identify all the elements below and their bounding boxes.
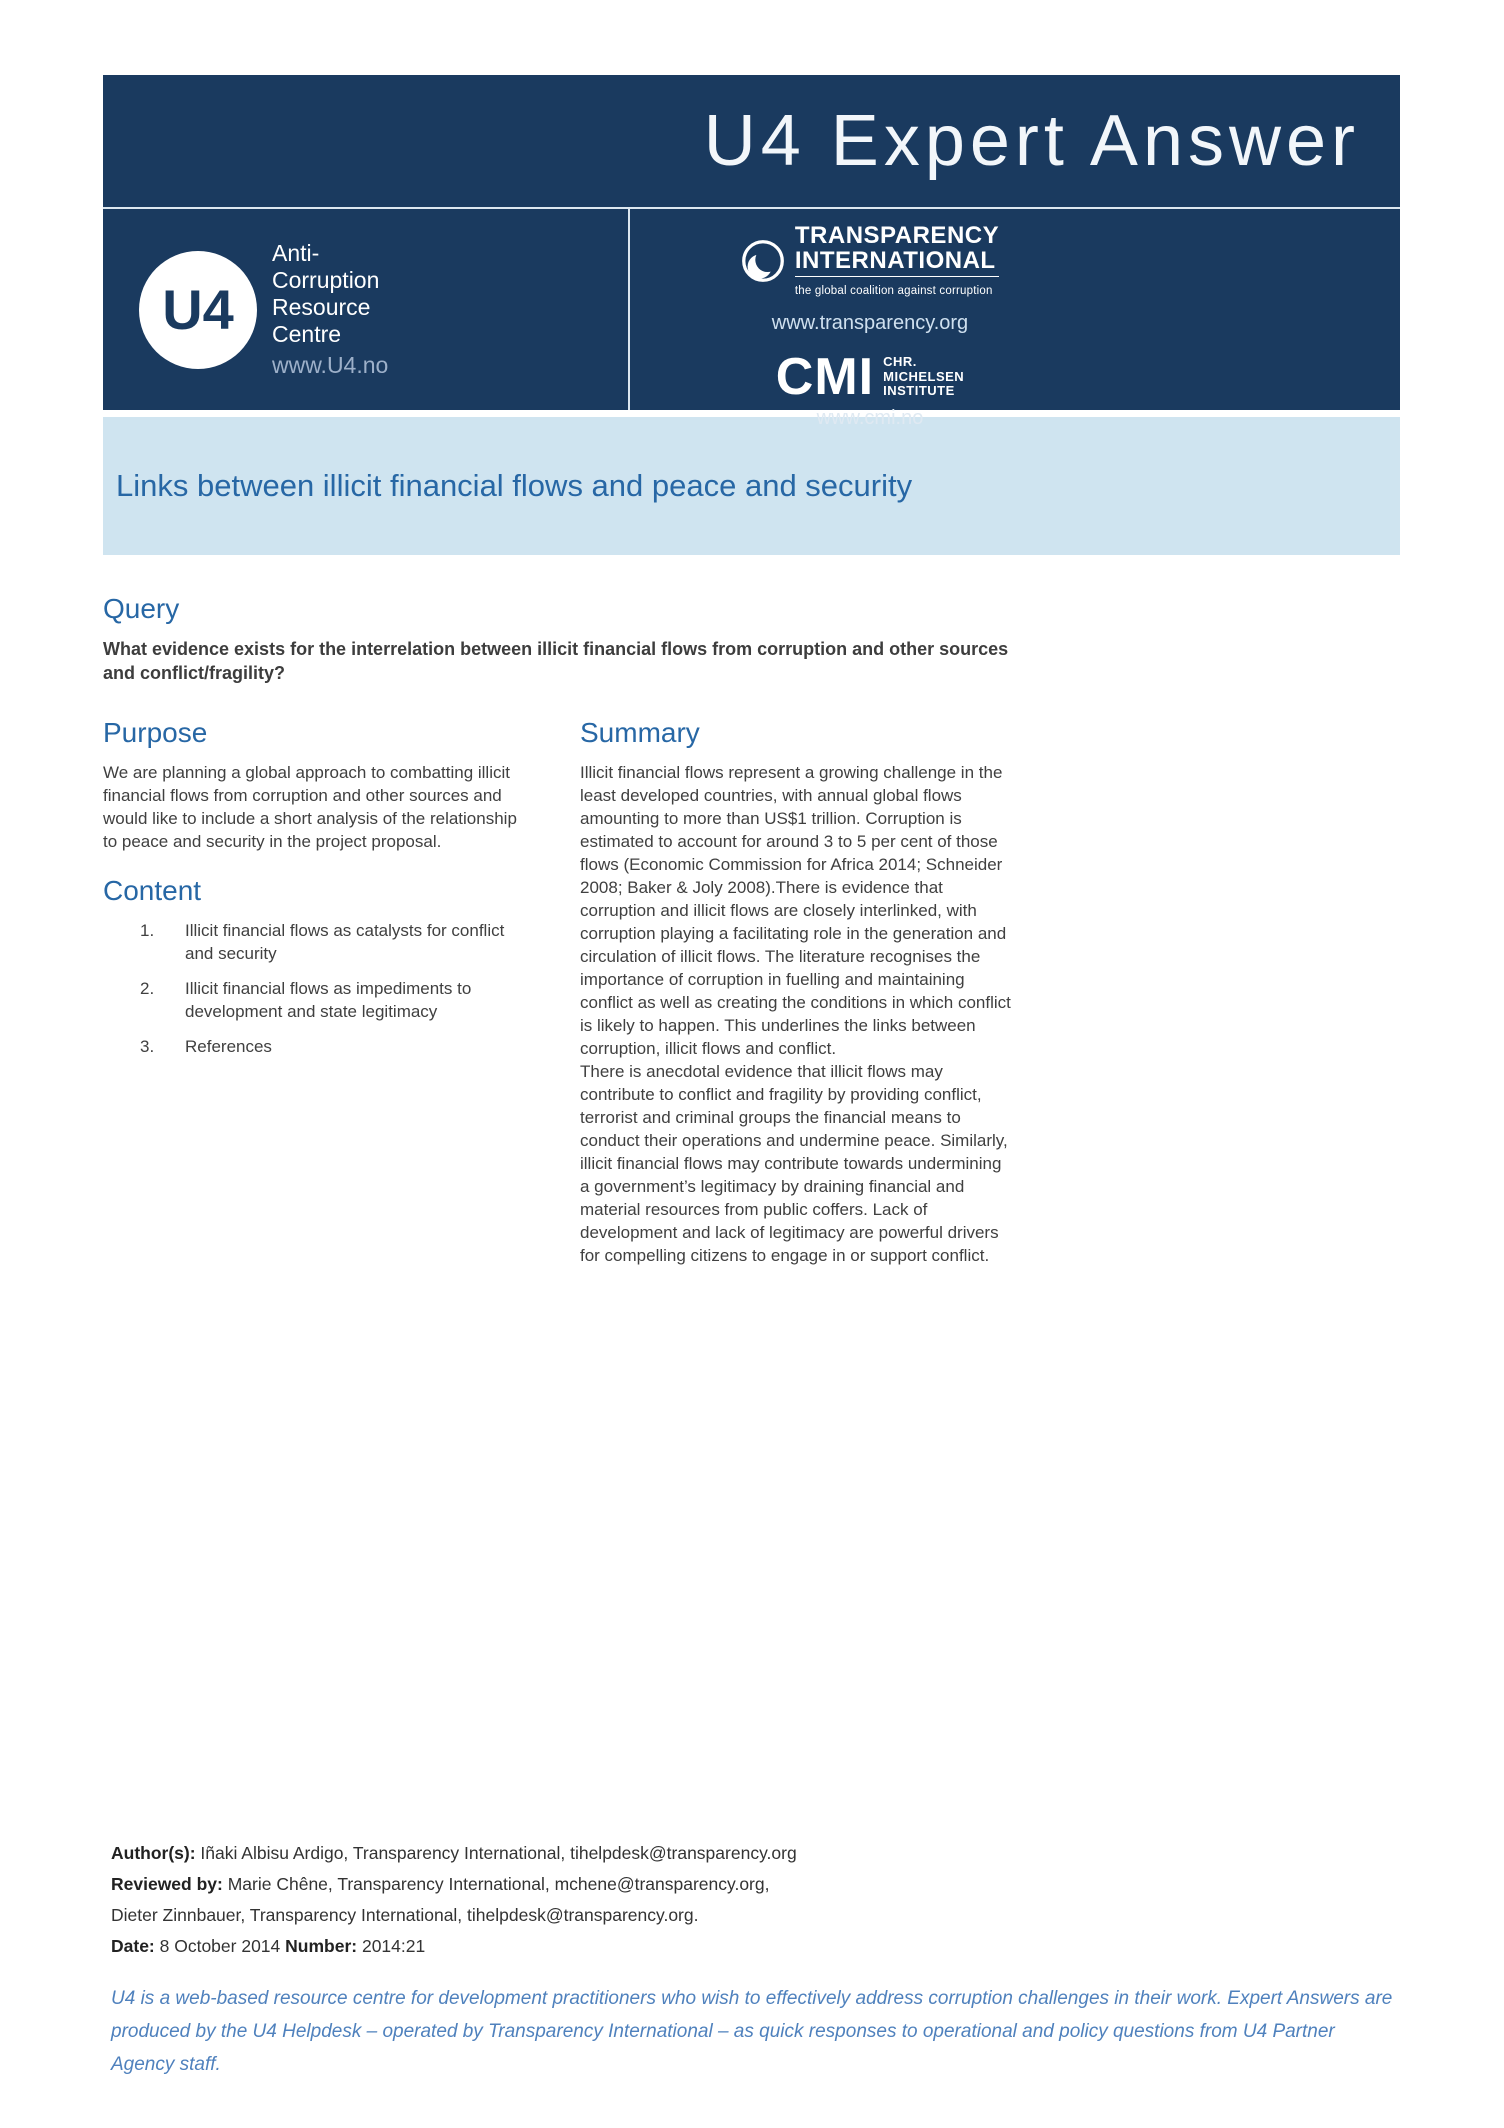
u4-wordmark-line: Resource (272, 294, 371, 320)
query-section (103, 593, 1400, 685)
u4-url: www.U4.no (272, 352, 389, 378)
list-item-text: References (185, 1037, 272, 1056)
authors-label: Author(s): (111, 1843, 196, 1863)
u4-wordmark-line: Anti- (272, 240, 320, 266)
purpose-text: We are planning a global approach to combatting illicit financial flows from corruption and other sources and would like to include a short analysis of the relationship to peace and security in the project proposal. (103, 763, 517, 851)
ti-logo (741, 223, 999, 304)
content-list-item (103, 1035, 518, 1058)
authors-line (111, 1838, 1391, 1869)
list-item-number: 1. (140, 921, 155, 940)
document-page (103, 75, 1400, 2128)
document-title: Links between illicit financial flows and peace and security (116, 468, 913, 503)
date-label: Date: (111, 1936, 155, 1956)
cmi-name-line3: INSTITUTE (883, 383, 955, 399)
u4-wordmark-line: Corruption (272, 267, 380, 293)
footer-note: U4 is a web-based resource centre for development practitioners who wish to effectively address corruption challenges in their work. Expert Answers are produced by the U4 Helpdesk – operated by Transparency International – as quick responses to operational and policy questions from U4 Partner Agency staff. (111, 1988, 1393, 2075)
cmi-logo (775, 348, 965, 406)
title-band (103, 417, 1400, 555)
logo-row (103, 207, 1400, 429)
ti-wordmark-line1: TRANSPARENCY (794, 222, 1000, 249)
cmi-url: www.cmi.no (816, 407, 924, 429)
reviewed-label: Reviewed by: (111, 1874, 223, 1894)
u4-logo-icon (139, 251, 257, 369)
masthead (103, 75, 1400, 429)
ti-url: www.transparency.org (771, 312, 969, 334)
content-list (103, 919, 518, 1058)
u4-wordmark-line: Centre (272, 321, 342, 347)
list-item-text: Illicit financial flows as catalysts for conflict and security (185, 921, 505, 963)
banner (103, 75, 1400, 207)
cmi-name-line1: CHR. (883, 354, 917, 370)
document-body (103, 555, 1400, 1267)
ti-wordmark-line2: INTERNATIONAL (794, 247, 996, 274)
partner-logos (630, 209, 1400, 429)
reviewed-line (111, 1869, 1391, 1900)
banner-title: U4 Expert Answer (703, 101, 1360, 181)
ti-globe-icon (741, 239, 785, 288)
content-heading: Content (103, 875, 202, 906)
left-column (103, 717, 518, 1267)
right-column (580, 717, 1012, 1267)
query-text: What evidence exists for the interrelation between illicit financial flows from corruption and other sources and conflict/fragility? (103, 639, 1009, 683)
list-item-text: Illicit financial flows as impediments to development and state legitimacy (185, 979, 472, 1021)
cmi-institute-name (883, 355, 964, 399)
summary-paragraph-1: Illicit financial flows represent a growing challenge in the least developed countries, with annual global flows amounting to more than US$1 trillion. Corruption is estimated to account for around 3 to 5 per cent of those flows (Economic Commission for Africa 2014; Schneider 2008; Baker & Joly 2008).There is evidence that corruption and illicit flows are closely interlinked, with corruption playing a facilitating role in the generation and circulation of illicit flows. The literature recognises the importance of corruption in fuelling and maintaining conflict as well as creating the conditions in which conflict is likely to happen. This underlines the links between corruption, illicit flows and conflict. (580, 763, 1011, 1058)
number-value: 2014:21 (357, 1936, 426, 1956)
cmi-name-line2: MICHELSEN (883, 368, 965, 384)
summary-paragraph-2: There is anecdotal evidence that illicit flows may contribute to conflict and fragility by providing conflict, terrorist and criminal groups the financial means to conduct their operations and undermine peace. Similarly, illicit financial flows may contribute towards undermining a government’s legitimacy by draining financial and material resources from public coffers. Lack of development and lack of legitimacy are powerful drivers for compelling citizens to engage in or support conflict. (580, 1062, 1008, 1265)
date-value: 8 October 2014 (154, 1936, 286, 1956)
u4-logo-text: U4 (162, 278, 234, 341)
cmi-acronym: CMI (775, 348, 875, 406)
summary-heading: Summary (580, 717, 700, 748)
content-list-item (103, 977, 518, 1023)
ti-tagline: the global coalition against corruption (795, 276, 999, 304)
query-heading: Query (103, 593, 180, 624)
authors-value: Iñaki Albisu Ardigo, Transparency International, tihelpdesk@transparency.org (195, 1843, 797, 1863)
partner-logos-wrap (630, 223, 1110, 430)
two-column-area (103, 717, 1400, 1267)
list-item-number: 3. (140, 1037, 155, 1056)
u4-wordmark (272, 240, 388, 379)
number-label: Number: (285, 1936, 358, 1956)
purpose-heading: Purpose (103, 717, 208, 748)
u4-logo-block (103, 209, 630, 410)
date-number-line (111, 1931, 1391, 1962)
content-list-item (103, 919, 518, 965)
reviewed-line-2 (111, 1900, 1391, 1931)
ti-wordmark (795, 223, 999, 304)
reviewed-value: Marie Chêne, Transparency International, mchene@transparency.org, (222, 1874, 770, 1894)
list-item-number: 2. (140, 979, 155, 998)
author-block (111, 1838, 1391, 1962)
reviewed-value-2: Dieter Zinnbauer, Transparency International, tihelpdesk@transparency.org. (111, 1905, 699, 1925)
